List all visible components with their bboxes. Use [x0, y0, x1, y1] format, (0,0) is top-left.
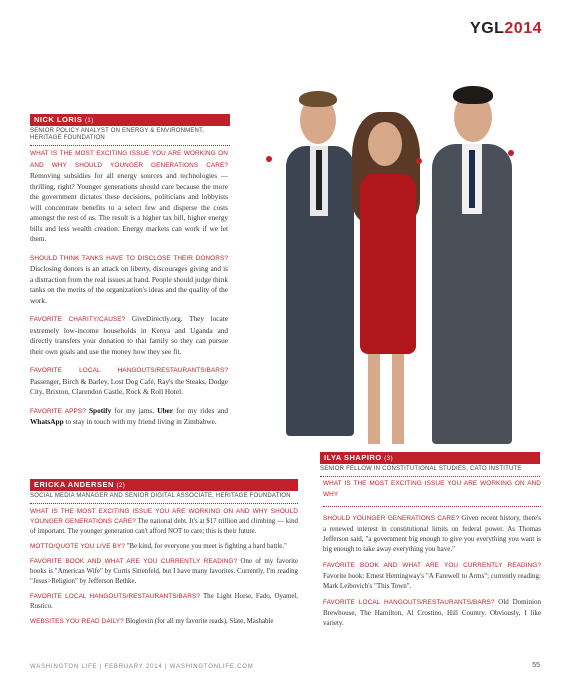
ilya-name-bar	[320, 452, 540, 464]
ericka-question-1: WHAT IS THE MOST EXCITING ISSUE YOU ARE WORKING ON AND WHY SHOULD YOUNGER GENERATIONS CARE?	[30, 508, 298, 525]
nick-answer-3: GiveDirectly.org. They locate extremely low-income households in Kenya and Uganda and directly transfers your donation to that family so they can pursue their own goals and use the money how they see fit.	[30, 314, 228, 356]
nick-question-4: FAVORITE LOCAL HANGOUTS/RESTAURANTS/BARS?	[30, 367, 228, 374]
ericka-answer-1: The national debt. It's at $17 trillion and climbing — kind of important. The younger generation can't afford NOT to care; this is their future.	[30, 518, 298, 535]
ericka-answer-2: "Be kind, for everyone you meet is fighting a hard battle."	[126, 543, 287, 550]
nick-item-3	[30, 314, 228, 357]
ilya-intro-question: WHAT IS THE MOST EXCITING ISSUE YOU ARE WORKING ON AND WHY	[323, 480, 541, 498]
ilya-num: (3)	[384, 456, 394, 462]
ericka-answer-3: One of my favorite books is "American Wife" by Curtis Sittenfeld, but I have many favorites. Currently, I'm reading "Jesus>Religion" by Jefferson Bethke.	[30, 558, 298, 585]
nick-app-uber: Uber	[157, 405, 174, 415]
ericka-rule	[30, 503, 298, 504]
ericka-num: (2)	[116, 483, 126, 489]
nick-question-1: WHAT IS THE MOST EXCITING ISSUE YOU ARE WORKING ON AND WHY SHOULD YOUNGER GENERATIONS CARE?	[30, 150, 228, 169]
nick-rule	[30, 145, 230, 146]
nick-apps-end: to stay in touch with my friend living in Zimbabwe.	[65, 417, 217, 426]
ilya-intro-rule	[323, 506, 541, 507]
nick-app-whatsapp: WhatsApp	[30, 417, 64, 426]
ilya-header	[320, 452, 540, 477]
ilya-answer-3: Old Dominion Brewhouse, The Hamilton, Al Crostino, Hill Country. Obviously, I like variety.	[323, 598, 542, 627]
ericka-item-2	[30, 542, 298, 552]
page-number: 55	[532, 662, 540, 669]
ericka-name-bar	[30, 479, 298, 491]
person-ilya-figure	[410, 66, 535, 450]
photo-marker-1	[266, 156, 272, 162]
nick-item-2	[30, 253, 228, 307]
nick-name-bar	[30, 114, 230, 126]
ilya-answers	[323, 478, 541, 628]
ilya-item-2	[323, 560, 541, 591]
ericka-question-3: FAVORITE BOOK AND WHAT ARE YOU CURRENTLY READING?	[30, 558, 238, 565]
ilya-intro	[323, 478, 541, 500]
ericka-answer-4: The Light Horse, Fado, Oyamel, Rustico.	[30, 593, 299, 610]
nick-apps-mid: for my jams,	[114, 405, 155, 415]
ericka-item-3	[30, 557, 298, 587]
ilya-answer-2: Favorite book: Ernest Hemingway's "A Farewell to Arms"; currently reading: Mark Leibovich's "This Town".	[323, 572, 541, 590]
ericka-item-5	[30, 617, 298, 627]
ygl-logo	[470, 20, 542, 38]
nick-question-2: SHOULD THINK TANKS HAVE TO DISCLOSE THEIR DONORS?	[30, 254, 228, 262]
ericka-answers	[30, 507, 298, 627]
nick-answers	[30, 148, 228, 436]
nick-name: NICK LORIS	[34, 115, 83, 124]
ericka-name: ERICKA ANDERSEN	[34, 480, 114, 489]
footer-text: WASHINGTON LIFE | FEBRUARY 2014 | WASHINGTONLIFE.COM	[30, 664, 254, 670]
ericka-question-2: MOTTO/QUOTE YOU LIVE BY?	[30, 543, 125, 550]
ericka-header	[30, 479, 298, 504]
ericka-question-5: WEBSITES YOU READ DAILY?	[30, 618, 124, 625]
ilya-item-1	[323, 513, 541, 554]
nick-question-3: FAVORITE CHARITY/CAUSE?	[30, 316, 126, 323]
ilya-answer-1: Given recent history, there's a renewed interest in constitutional limits on federal power. As Thomas Jefferson said, "a government big enough to give you everything you want is big enough to take away everything you have."	[323, 514, 541, 553]
nick-answer-1: Removing subsidies for all energy sources and technologies — thrilling, right? Younger generations should care because the more the government dictates these decisions, politicians and lobbyists will concentrate benefits to a select few and disperse the costs amongst the rest of us. The result is a higher tax bill, higher energy bills and less wealth creation. Energy markets can work if we let them.	[30, 171, 228, 243]
nick-question-5: FAVORITE APPS?	[30, 407, 86, 415]
ilya-name: ILYA SHAPIRO	[324, 453, 382, 462]
ericka-role: SOCIAL MEDIA MANAGER AND SENIOR DIGITAL ASSOCIATE, HERITAGE FOUNDATION	[30, 493, 291, 499]
ilya-question-2: FAVORITE BOOK AND WHAT ARE YOU CURRENTLY READING?	[323, 562, 541, 569]
ilya-question-3: FAVORITE LOCAL HANGOUTS/RESTAURANTS/BARS?	[323, 599, 495, 606]
nick-role: SENIOR POLICY ANALYST ON ENERGY & ENVIRONMENT, HERITAGE FOUNDATION	[30, 128, 205, 141]
nick-header	[30, 114, 230, 146]
ygl-year: 2014	[504, 20, 542, 37]
nick-item-1	[30, 148, 228, 245]
ericka-item-4	[30, 592, 298, 612]
nick-item-5	[30, 406, 228, 428]
nick-item-4	[30, 365, 228, 398]
ilya-rule	[320, 476, 540, 477]
ilya-question-1: SHOULD YOUNGER GENERATIONS CARE?	[323, 515, 460, 522]
ilya-item-3	[323, 597, 541, 628]
photo-marker-2	[416, 158, 422, 164]
nick-num: (1)	[84, 118, 94, 124]
nick-app-spotify: Spotify	[88, 405, 112, 415]
ericka-question-4: FAVORITE LOCAL HANGOUTS/RESTAURANTS/BARS?	[30, 593, 200, 600]
group-photo	[238, 66, 540, 450]
nick-answer-2: Disclosing donors is an attack on liberty, discourages giving and is a distraction from the real issues at hand. People should judge think tanks on the merits of the organization's ideas and the quality of the work.	[30, 264, 228, 305]
ygl-brand: YGL	[470, 20, 505, 37]
ericka-item-1	[30, 507, 298, 537]
ilya-role: SENIOR FELLOW IN CONSTITUTIONAL STUDIES, CATO INSTITUTE	[320, 466, 522, 472]
nick-answer-4: Passenger, Birch & Barley, Lost Dog Café, Ray's the Steaks, Dodge City, Brixton, Clarendon Castle, Rock & Roll Hotel.	[30, 376, 228, 396]
nick-apps-mid2: for my rides and	[176, 405, 229, 415]
ericka-answer-5: Bloglovin (for all my favorite reads), Slate, Mashable	[125, 618, 274, 625]
photo-marker-3	[508, 150, 514, 156]
